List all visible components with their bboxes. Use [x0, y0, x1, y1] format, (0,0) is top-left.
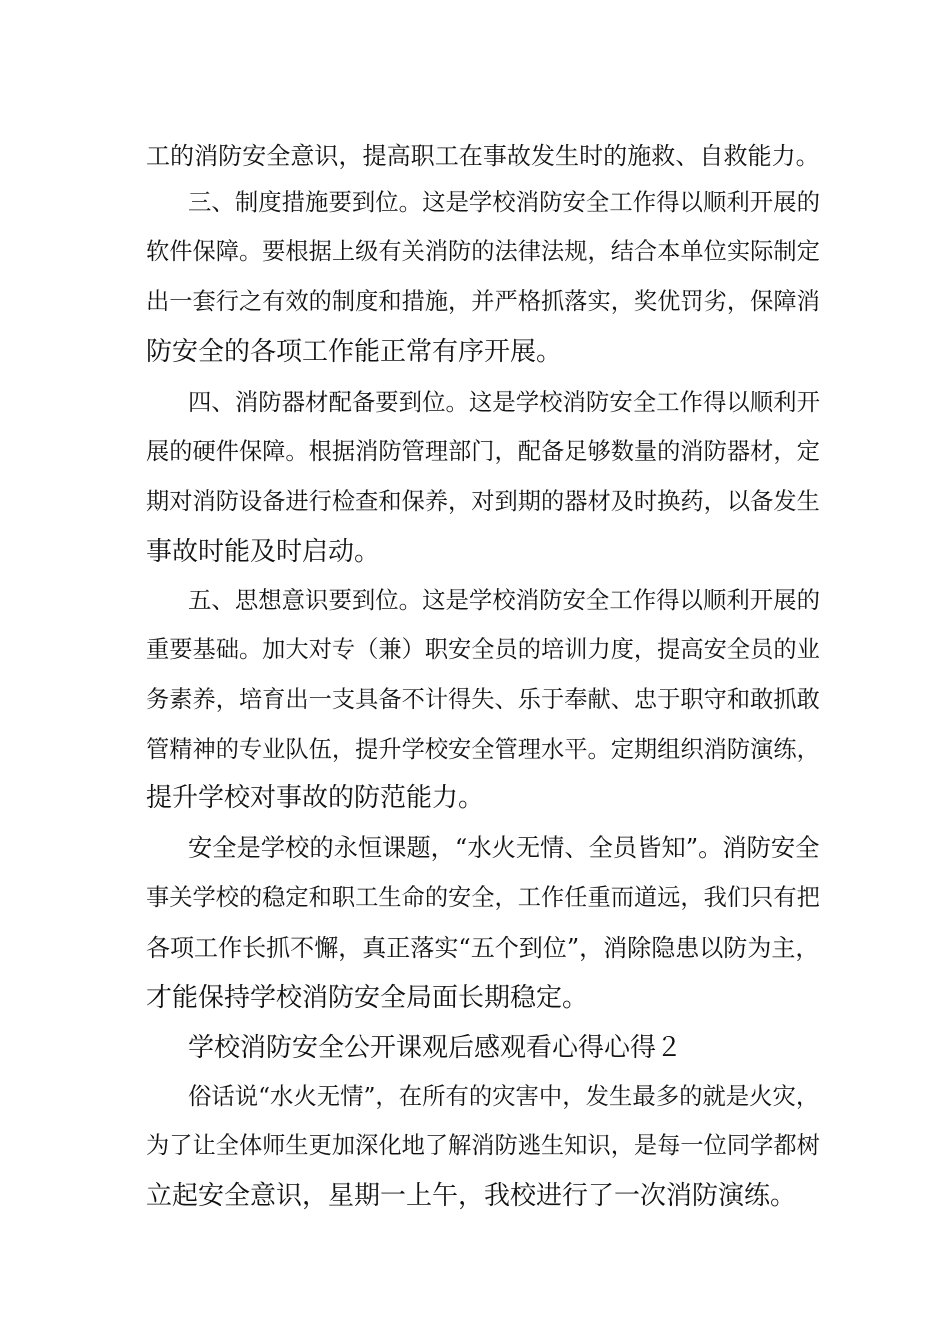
text-line: 展的硬件保障。根据消防管理部门，配备足够数量的消防器材，定 [146, 438, 820, 465]
text-line: 出一套行之有效的制度和措施，并严格抓落实，奖优罚劣，保障消 [146, 288, 820, 315]
text-line: 重要基础。加大对专（兼）职安全员的培训力度，提高安全员的业 [146, 636, 820, 663]
text-line: 工的消防安全意识，提高职工在事故发生时的施救、自救能力。 [146, 142, 820, 170]
text-line: 提升学校对事故的防范能力。 [146, 783, 485, 813]
text-line: 四、消防器材配备要到位。这是学校消防安全工作得以顺利开 [188, 388, 820, 416]
text-line: 俗话说“水火无情”，在所有的灾害中，发生最多的就是火灾， [188, 1082, 820, 1110]
text-line: 事故时能及时启动。 [146, 537, 381, 567]
text-line: 才能保持学校消防安全局面长期稳定。 [146, 983, 589, 1013]
text-line: 期对消防设备进行检查和保养，对到期的器材及时换药，以备发生 [146, 488, 820, 515]
text-line: 为了让全体师生更加深化地了解消防逃生知识，是每一位同学都树 [146, 1132, 820, 1159]
text-line: 安全是学校的永恒课题，“水火无情、全员皆知”。消防安全 [188, 833, 820, 862]
text-line: 事关学校的稳定和职工生命的安全，工作任重而道远，我们只有把 [146, 884, 820, 911]
text-line: 立起安全意识，星期一上午，我校进行了一次消防演练。 [146, 1181, 797, 1211]
text-line: 务素养，培育出一支具备不计得失、乐于奉献、忠于职守和敢抓敢 [146, 686, 820, 713]
text-line: 五、思想意识要到位。这是学校消防安全工作得以顺利开展的 [188, 586, 820, 614]
section-heading: 学校消防安全公开课观后感观看心得心得２ [188, 1033, 683, 1063]
text-line: 防安全的各项工作能正常有序开展。 [146, 337, 563, 367]
text-line: 软件保障。要根据上级有关消防的法律法规，结合本单位实际制定 [146, 238, 820, 265]
text-line: 管精神的专业队伍，提升学校安全管理水平。定期组织消防演练， [146, 736, 820, 763]
text-line: 各项工作长抓不懈，真正落实“五个到位”，消除隐患以防为主， [146, 934, 820, 962]
text-line: 三、制度措施要到位。这是学校消防安全工作得以顺利开展的 [188, 188, 820, 216]
